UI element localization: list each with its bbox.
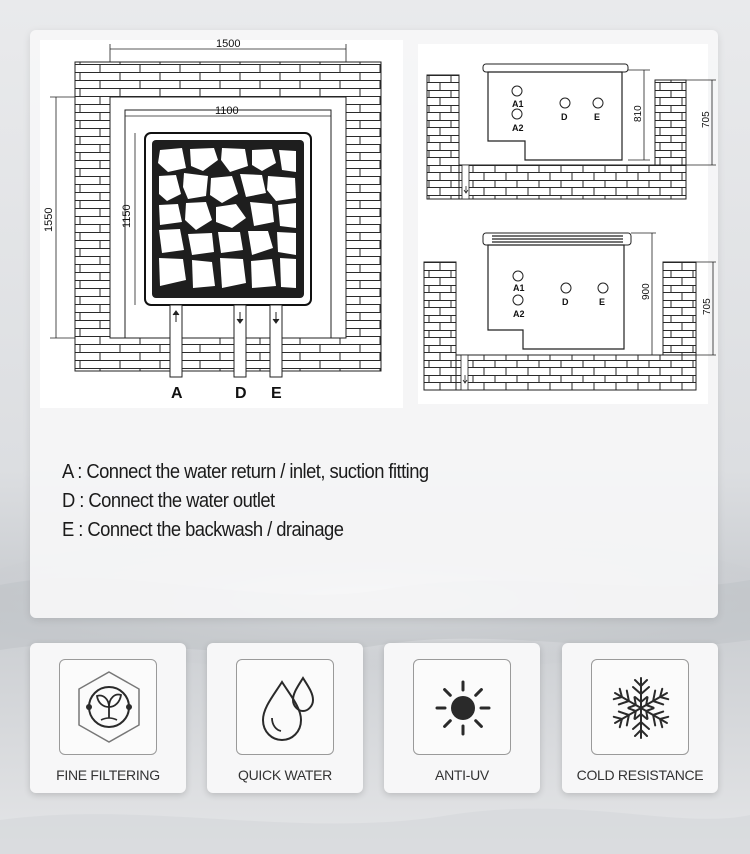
legend-item-d: D : Connect the water outlet	[62, 490, 275, 512]
port-label-e: E	[271, 385, 282, 402]
feature-label-anti-uv: ANTI-UV	[435, 767, 489, 783]
legend-item-e: E : Connect the backwash / drainage	[62, 519, 344, 541]
port-label-d: D	[235, 385, 247, 402]
sun-icon	[413, 659, 511, 755]
feature-label-cold-resistance: COLD RESISTANCE	[576, 767, 704, 783]
top-label-a2: A2	[512, 123, 524, 133]
dim-height-outer: 1550	[43, 207, 55, 232]
feature-card-fine-filtering	[30, 643, 186, 793]
connection-legend	[62, 458, 460, 545]
top-label-e: E	[594, 112, 601, 122]
bottom-dim-height: 900	[641, 283, 652, 300]
port-label-a: A	[171, 385, 183, 402]
feature-label-fine-filtering: FINE FILTERING	[56, 767, 160, 783]
feature-card-anti-uv	[384, 643, 540, 793]
front-view	[43, 38, 381, 402]
water-drops-icon	[236, 659, 334, 755]
top-label-a1: A1	[512, 99, 524, 109]
bottom-label-e: E	[599, 297, 606, 307]
top-dim-height: 810	[633, 105, 644, 122]
feature-card-cold-resistance	[562, 643, 718, 793]
feature-card-quick-water	[207, 643, 363, 793]
installation-drawing	[30, 30, 718, 430]
feature-label-quick-water: QUICK WATER	[238, 767, 332, 783]
bottom-label-d: D	[562, 297, 569, 307]
dim-height-inner: 1150	[121, 204, 133, 228]
filter-leaf-icon	[59, 659, 157, 755]
dim-width-outer: 1500	[216, 38, 241, 50]
bottom-label-a2: A2	[513, 309, 525, 319]
snowflake-icon	[591, 659, 689, 755]
bottom-dim-wall: 705	[702, 298, 713, 315]
legend-item-a: A : Connect the water return / inlet, suction fitting	[62, 461, 429, 483]
dim-width-inner: 1100	[215, 105, 239, 117]
top-dim-wall: 705	[701, 111, 712, 128]
bottom-label-a1: A1	[513, 283, 525, 293]
top-label-d: D	[561, 112, 568, 122]
